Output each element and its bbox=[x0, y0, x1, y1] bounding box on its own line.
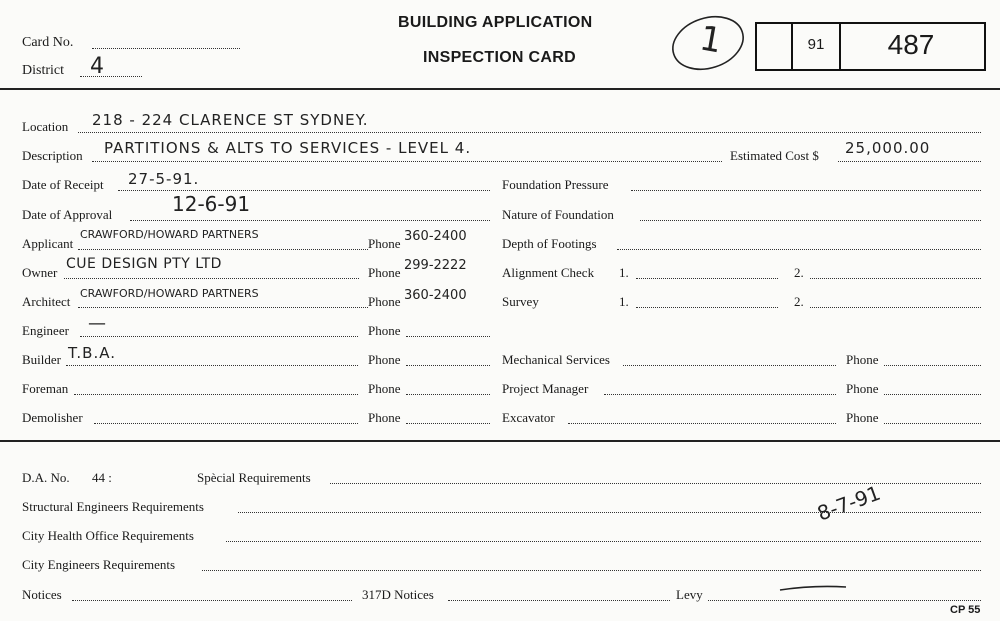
engineer-value: — bbox=[88, 313, 107, 334]
estimated-cost-line[interactable] bbox=[838, 161, 981, 162]
engineer-phone-line[interactable] bbox=[406, 336, 490, 337]
date-approval-value: 12-6-91 bbox=[172, 192, 251, 216]
estimated-cost-value: 25,000.00 bbox=[845, 139, 931, 157]
architect-label: Architect bbox=[22, 294, 71, 309]
owner-value: CUE DESIGN PTY LTD bbox=[66, 256, 222, 272]
location-label: Location bbox=[22, 119, 69, 134]
demolisher-label: Demolisher bbox=[22, 410, 83, 425]
owner-phone: 299-2222 bbox=[404, 258, 467, 273]
foreman-phone-label: Phone bbox=[368, 381, 401, 396]
structural-req-label: Structural Engineers Requirements bbox=[22, 499, 204, 514]
alignment-check-label: Alignment Check bbox=[502, 265, 595, 280]
mech-services-label: Mechanical Services bbox=[502, 352, 610, 367]
pm-phone-label: Phone bbox=[846, 381, 879, 396]
alignment-check-2: 2. bbox=[794, 265, 804, 280]
description-value: PARTITIONS & ALTS TO SERVICES - LEVEL 4. bbox=[104, 139, 472, 157]
architect-line[interactable] bbox=[78, 307, 368, 308]
mech-services-line[interactable] bbox=[623, 365, 836, 366]
location-line[interactable] bbox=[78, 132, 981, 133]
alignment-check-line-2[interactable] bbox=[810, 278, 981, 279]
builder-phone-line[interactable] bbox=[406, 365, 490, 366]
depth-footings-label: Depth of Footings bbox=[502, 236, 597, 251]
excavator-phone-label: Phone bbox=[846, 410, 879, 425]
card-no-label: Card No. bbox=[22, 35, 74, 50]
da-no-value: 44 : bbox=[92, 470, 112, 485]
alignment-check-1: 1. bbox=[619, 265, 629, 280]
excavator-phone-line[interactable] bbox=[884, 423, 981, 424]
excavator-label: Excavator bbox=[502, 410, 555, 425]
notices-317d-line[interactable] bbox=[448, 600, 670, 601]
ref-number: 487 bbox=[887, 29, 935, 60]
title-line-2: INSPECTION CARD bbox=[423, 49, 576, 66]
foreman-phone-line[interactable] bbox=[406, 394, 490, 395]
date-approval-label: Date of Approval bbox=[22, 207, 113, 222]
header-divider bbox=[0, 88, 1000, 90]
architect-phone: 360-2400 bbox=[404, 288, 467, 303]
mech-phone-label: Phone bbox=[846, 352, 879, 367]
pm-phone-line[interactable] bbox=[884, 394, 981, 395]
engineer-phone-label: Phone bbox=[368, 323, 401, 338]
date-receipt-label: Date of Receipt bbox=[22, 177, 104, 192]
structural-req-line[interactable] bbox=[238, 512, 981, 513]
builder-phone-label: Phone bbox=[368, 352, 401, 367]
demolisher-line[interactable] bbox=[94, 423, 358, 424]
footer-divider bbox=[0, 440, 1000, 442]
title-line-1: BUILDING APPLICATION bbox=[398, 14, 593, 31]
ref-prefix: 91 bbox=[807, 36, 825, 53]
applicant-phone-label: Phone bbox=[368, 236, 401, 251]
depth-footings-line[interactable] bbox=[617, 249, 981, 250]
levy-label: Levy bbox=[676, 587, 703, 602]
form-code: CP 55 bbox=[950, 604, 981, 616]
city-health-line[interactable] bbox=[226, 541, 981, 542]
date-approval-line[interactable] bbox=[130, 220, 490, 221]
builder-value: T.B.A. bbox=[68, 344, 116, 362]
owner-label: Owner bbox=[22, 265, 58, 280]
survey-line-2[interactable] bbox=[810, 307, 981, 308]
applicant-value: CRAWFORD/HOWARD PARTNERS bbox=[80, 228, 259, 241]
circled-number: 1 bbox=[696, 18, 726, 62]
project-manager-label: Project Manager bbox=[502, 381, 589, 396]
location-value: 218 - 224 CLARENCE ST SYDNEY. bbox=[92, 111, 369, 129]
engineer-label: Engineer bbox=[22, 323, 69, 338]
nature-foundation-line[interactable] bbox=[640, 220, 981, 221]
special-req-line[interactable] bbox=[330, 483, 981, 484]
survey-2: 2. bbox=[794, 294, 804, 309]
applicant-phone: 360-2400 bbox=[404, 229, 467, 244]
da-no-label: D.A. No. bbox=[22, 470, 70, 485]
architect-value: CRAWFORD/HOWARD PARTNERS bbox=[80, 287, 259, 300]
applicant-label: Applicant bbox=[22, 236, 74, 251]
project-manager-line[interactable] bbox=[604, 394, 836, 395]
notices-label: Notices bbox=[22, 587, 62, 602]
date-receipt-value: 27-5-91. bbox=[128, 170, 200, 188]
demolisher-phone-line[interactable] bbox=[406, 423, 490, 424]
builder-line[interactable] bbox=[66, 365, 358, 366]
foundation-pressure-line[interactable] bbox=[631, 190, 981, 191]
city-engineers-line[interactable] bbox=[202, 570, 981, 571]
card-no-line[interactable] bbox=[92, 48, 240, 49]
owner-phone-label: Phone bbox=[368, 265, 401, 280]
foreman-line[interactable] bbox=[74, 394, 358, 395]
foreman-label: Foreman bbox=[22, 381, 69, 396]
city-health-label: City Health Office Requirements bbox=[22, 528, 194, 543]
engineer-line[interactable] bbox=[80, 336, 358, 337]
notices-line[interactable] bbox=[72, 600, 352, 601]
handwritten-date: 8-7-91 bbox=[814, 480, 884, 526]
demolisher-phone-label: Phone bbox=[368, 410, 401, 425]
architect-phone-label: Phone bbox=[368, 294, 401, 309]
description-label: Description bbox=[22, 148, 83, 163]
excavator-line[interactable] bbox=[568, 423, 836, 424]
date-receipt-line[interactable] bbox=[118, 190, 490, 191]
survey-1: 1. bbox=[619, 294, 629, 309]
builder-label: Builder bbox=[22, 352, 61, 367]
estimated-cost-label: Estimated Cost $ bbox=[730, 148, 819, 163]
district-value: 4 bbox=[90, 54, 105, 79]
city-engineers-label: City Engineers Requirements bbox=[22, 557, 176, 572]
levy-handwritten-dash bbox=[778, 582, 848, 594]
special-req-label: Spècial Requirements bbox=[197, 470, 311, 485]
foundation-pressure-label: Foundation Pressure bbox=[502, 177, 609, 192]
description-line[interactable] bbox=[92, 161, 722, 162]
applicant-line[interactable] bbox=[78, 249, 368, 250]
survey-line-1[interactable] bbox=[636, 307, 778, 308]
alignment-check-line-1[interactable] bbox=[636, 278, 778, 279]
survey-label: Survey bbox=[502, 294, 539, 309]
district-label: District bbox=[22, 63, 64, 78]
nature-foundation-label: Nature of Foundation bbox=[502, 207, 614, 222]
notices-317d-label: 317D Notices bbox=[362, 587, 434, 602]
owner-line[interactable] bbox=[64, 278, 359, 279]
mech-phone-line[interactable] bbox=[884, 365, 981, 366]
levy-line[interactable] bbox=[708, 600, 981, 601]
